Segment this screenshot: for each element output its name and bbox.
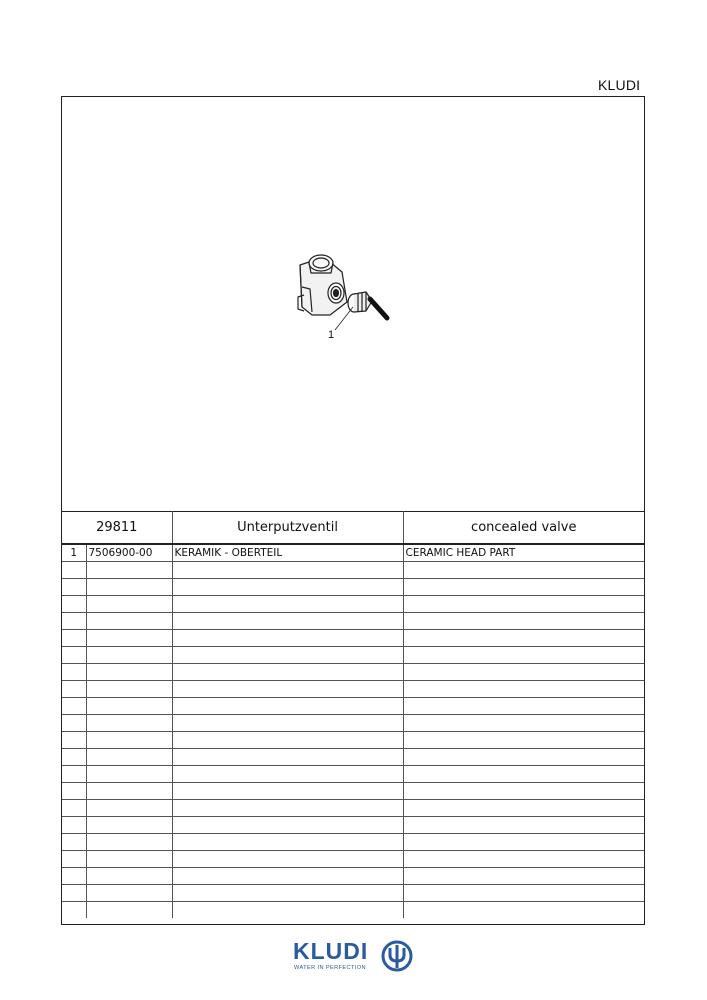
description-en-cell [403,817,644,834]
description-en-cell [403,630,644,647]
description-en-cell [403,902,644,919]
table-row [62,783,644,800]
table-row [62,834,644,851]
position-cell [62,885,86,902]
description-en-cell [403,885,644,902]
position-cell [62,834,86,851]
description-en-cell [403,715,644,732]
position-cell [62,851,86,868]
description-de-cell [172,647,403,664]
part-number-cell [86,613,172,630]
part-number-cell [86,834,172,851]
description-de-cell [172,630,403,647]
description-en-cell [403,783,644,800]
description-en-cell [403,664,644,681]
position-cell [62,902,86,919]
callout-label-1: 1 [328,329,335,341]
description-de-cell [172,766,403,783]
table-row [62,749,644,766]
position-cell [62,715,86,732]
table-row [62,902,644,919]
position-cell [62,868,86,885]
position-cell [62,732,86,749]
table-row [62,851,644,868]
description-de-cell [172,783,403,800]
parts-table [62,511,644,918]
description-en-cell [403,868,644,885]
table-row [62,868,644,885]
part-number-cell [86,715,172,732]
table-row [62,715,644,732]
table-row [62,698,644,715]
part-number-cell [86,868,172,885]
part-number-cell [86,698,172,715]
table-row [62,596,644,613]
table-row [62,817,644,834]
position-cell [62,630,86,647]
description-de-cell [172,613,403,630]
valve-illustration [62,97,644,512]
position-cell [62,596,86,613]
table-row [62,562,644,579]
part-number-cell [86,783,172,800]
position-cell [62,562,86,579]
part-number-cell [86,800,172,817]
article-number: 29811 [62,512,172,545]
position-cell [62,664,86,681]
description-de-cell [172,885,403,902]
description-en-cell [403,732,644,749]
description-en-cell [403,851,644,868]
table-row [62,800,644,817]
position-cell [62,698,86,715]
table-row [62,664,644,681]
table-row [62,613,644,630]
product-name-en: concealed valve [403,512,644,545]
spare-parts-sheet [61,96,645,925]
part-number-cell [86,562,172,579]
description-de-cell [172,664,403,681]
description-de-cell [172,800,403,817]
part-number-cell [86,579,172,596]
description-de-cell [172,579,403,596]
description-en-cell [403,800,644,817]
description-en-cell [403,834,644,851]
part-number-cell [86,749,172,766]
description-de-cell [172,868,403,885]
part-number-cell [86,647,172,664]
part-number-cell [86,885,172,902]
parts-table-header [62,512,644,545]
description-en-cell [403,579,644,596]
description-de-cell [172,596,403,613]
position-cell [62,783,86,800]
exploded-drawing [62,97,644,512]
brand-name-top: KLUDI [598,77,641,93]
part-number-cell: 7506900-00 [86,544,172,562]
position-cell [62,800,86,817]
kludi-trident-icon [381,940,413,972]
part-number-cell [86,851,172,868]
table-row [62,647,644,664]
position-cell [62,749,86,766]
table-row [62,885,644,902]
description-de-cell [172,715,403,732]
description-en-cell [403,596,644,613]
product-name-de: Unterputzventil [172,512,403,545]
description-en-cell [403,698,644,715]
part-number-cell [86,681,172,698]
description-de-cell [172,817,403,834]
kludi-logo [293,940,415,974]
part-number-cell [86,732,172,749]
description-de-cell [172,902,403,919]
description-de-cell [172,834,403,851]
position-cell [62,681,86,698]
description-de-cell [172,851,403,868]
description-en-cell [403,613,644,630]
description-de-cell [172,562,403,579]
table-row [62,630,644,647]
part-number-cell [86,766,172,783]
description-en-cell [403,766,644,783]
position-cell [62,613,86,630]
description-de-cell [172,732,403,749]
description-de-cell [172,698,403,715]
position-cell [62,817,86,834]
table-row [62,681,644,698]
position-cell [62,579,86,596]
part-number-cell [86,902,172,919]
table-row [62,732,644,749]
description-en-cell: CERAMIC HEAD PART [403,544,644,562]
table-row [62,766,644,783]
logo-wordmark: KLUDI [293,938,369,964]
part-number-cell [86,596,172,613]
description-en-cell [403,749,644,766]
logo-tagline: WATER IN PERFECTION [294,965,366,971]
part-number-cell [86,630,172,647]
description-de-cell: KERAMIK - OBERTEIL [172,544,403,562]
description-de-cell [172,749,403,766]
position-cell [62,766,86,783]
part-number-cell [86,664,172,681]
table-row [62,544,644,562]
part-number-cell [86,817,172,834]
description-de-cell [172,681,403,698]
description-en-cell [403,647,644,664]
description-en-cell [403,562,644,579]
position-cell: 1 [62,544,86,562]
position-cell [62,647,86,664]
description-en-cell [403,681,644,698]
table-row [62,579,644,596]
